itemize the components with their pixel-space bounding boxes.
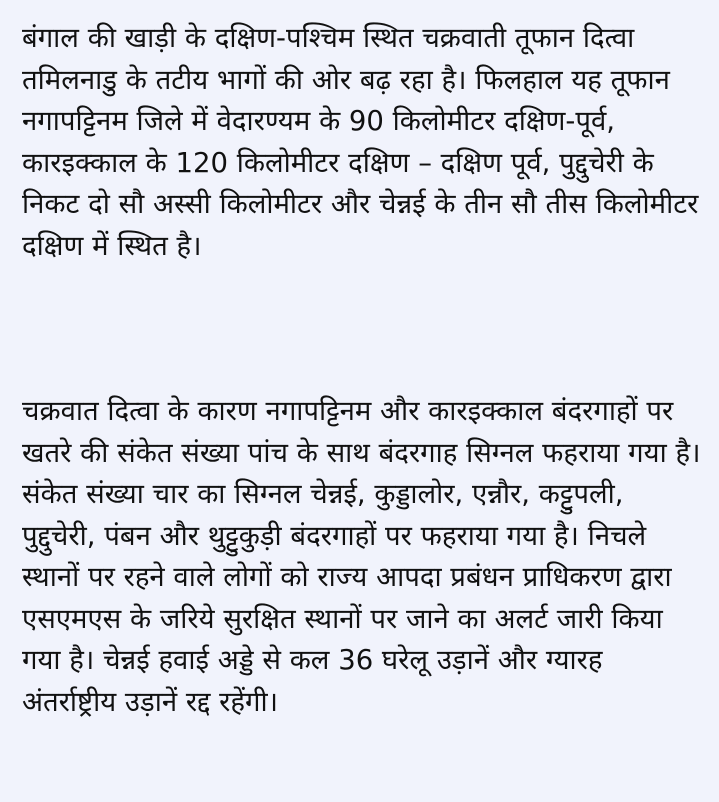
- article-paragraph-2: चक्रवात दित्वा के कारण नगापट्टिनम और कारइक्काल बंदरगाहों पर खतरे की संकेत संख्या पांच के साथ बंदरगाह सिग्नल फहराया गया है। संकेत संख्या चार का सिग्नल चेन्नई, कुड्डालोर, एन्नौर, कट्टुपली, पुद्दुचेरी, पंबन और थुट्टुकुड़ी बंदरगाहों पर फहराया गया है। निचले स्थानों पर रहने वाले लोगों को राज्य आपदा प्रबंधन प्राधिकरण द्वारा एसएमएस के जरिये सुरक्षित स्थानों पर जाने का अलर्ट जारी किया गया है। चेन्नई हवाई अड्डे से कल 36 घरेलू उड़ानें और ग्यारह अंतर्राष्ट्रीय उड़ानें रद्द रहेंगी।: [22, 395, 701, 718]
- article-paragraph-1: बंगाल की खाड़ी के दक्षिण-पश्चिम स्थित चक्रवाती तूफान दित्वा तमिलनाडु के तटीय भागों की ओर बढ़ रहा है। फिलहाल यह तूफान नगापट्टिनम जिले में वेदारण्यम के 90 किलोमीटर दक्षिण-पूर्व, कारइक्काल के 120 किलोमीटर दक्षिण – दक्षिण पूर्व, पुद्दुचेरी के निकट दो सौ अस्सी किलोमीटर और चेन्नई के तीन सौ तीस किलोमीटर दक्षिण में स्थित है।: [22, 22, 699, 262]
- paragraph-gap: [22, 267, 703, 391]
